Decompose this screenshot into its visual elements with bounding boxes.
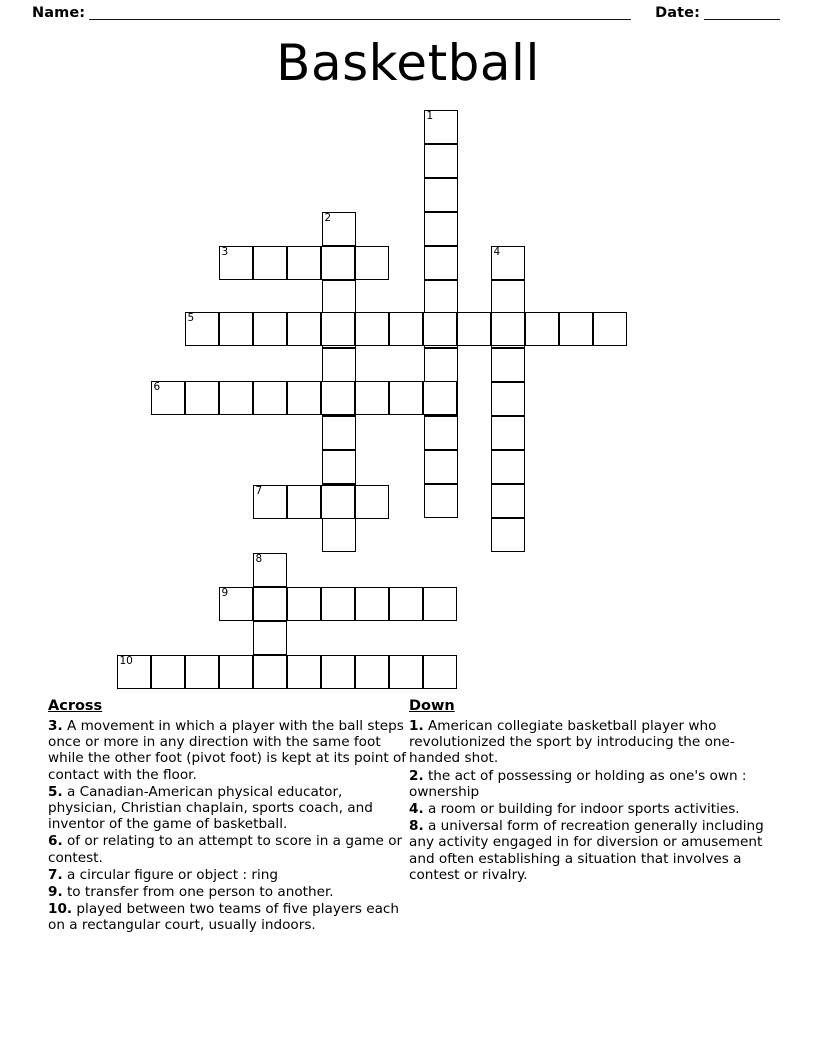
crossword-cell[interactable]: [491, 246, 525, 280]
name-label: Name:: [32, 5, 86, 21]
clue-number: 9.: [48, 884, 63, 901]
crossword-cell[interactable]: [151, 381, 185, 415]
crossword-cell[interactable]: [355, 587, 389, 621]
clue-text: American collegiate basketball player who revolutionized the sport by introducing the one-handed shot.: [409, 718, 735, 767]
crossword-cell[interactable]: [321, 655, 355, 689]
cell-number-10: 10: [119, 655, 133, 667]
crossword-cell[interactable]: [424, 484, 458, 518]
crossword-cell[interactable]: [322, 450, 356, 484]
clue-text: a Canadian-American physical educator, physician, Christian chaplain, sports coach, and inventor of the game of basketball.: [48, 783, 373, 833]
page-title: Basketball: [276, 34, 540, 92]
crossword-cell[interactable]: [424, 246, 458, 280]
crossword-cell[interactable]: [253, 621, 287, 655]
crossword-cell[interactable]: [287, 312, 321, 346]
cell-number-8: 8: [255, 553, 263, 565]
clue-number: 3.: [48, 718, 63, 734]
crossword-cell[interactable]: [389, 381, 423, 415]
crossword-cell[interactable]: [424, 280, 458, 314]
crossword-cell[interactable]: [491, 518, 525, 552]
clue-number: 5.: [48, 783, 63, 800]
crossword-cell[interactable]: [253, 381, 287, 415]
crossword-cell[interactable]: [321, 587, 355, 621]
down-heading: Down: [409, 698, 455, 714]
crossword-cell[interactable]: [322, 416, 356, 450]
crossword-cell[interactable]: [423, 587, 457, 621]
crossword-cell[interactable]: [423, 312, 457, 346]
across-clue-6: [48, 833, 407, 865]
crossword-cell[interactable]: [355, 246, 389, 280]
cell-number-9: 9: [221, 587, 229, 599]
across-clue-3: [48, 718, 407, 783]
crossword-cell[interactable]: [491, 348, 525, 382]
crossword-cell[interactable]: [424, 450, 458, 484]
crossword-cell[interactable]: [322, 518, 356, 552]
crossword-cell[interactable]: [355, 381, 389, 415]
crossword-cell[interactable]: [219, 587, 253, 621]
crossword-cell[interactable]: [491, 484, 525, 518]
crossword-cell[interactable]: [321, 246, 355, 280]
crossword-cell[interactable]: [424, 212, 458, 246]
crossword-cell[interactable]: [185, 381, 219, 415]
clue-number: 4.: [409, 801, 424, 818]
across-clue-5: [48, 784, 407, 833]
crossword-cell[interactable]: [253, 655, 287, 689]
down-clue-8: [409, 818, 768, 883]
clue-text: a room or building for indoor sports activities.: [423, 801, 740, 818]
crossword-cell[interactable]: [253, 246, 287, 280]
crossword-cell[interactable]: [424, 416, 458, 450]
crossword-cell[interactable]: [491, 382, 525, 416]
clue-text: the act of possessing or holding as one's own : ownership: [409, 767, 747, 800]
crossword-cell[interactable]: [559, 312, 593, 346]
crossword-cell[interactable]: [219, 246, 253, 280]
down-clues-column: [409, 698, 768, 884]
cell-number-6: 6: [153, 381, 161, 393]
cell-number-7: 7: [255, 485, 263, 497]
crossword-cell[interactable]: [355, 485, 389, 519]
crossword-cell[interactable]: [253, 587, 287, 621]
crossword-cell[interactable]: [424, 348, 458, 382]
crossword-cell[interactable]: [457, 312, 491, 346]
down-clue-2: [409, 768, 768, 800]
crossword-cell[interactable]: [321, 312, 355, 346]
crossword-cell[interactable]: [185, 312, 219, 346]
crossword-cell[interactable]: [253, 312, 287, 346]
cell-number-4: 4: [493, 246, 501, 258]
crossword-cell[interactable]: [322, 212, 356, 246]
crossword-cell[interactable]: [423, 381, 457, 415]
crossword-cell[interactable]: [389, 587, 423, 621]
crossword-cell[interactable]: [287, 485, 321, 519]
crossword-cell[interactable]: [525, 312, 559, 346]
crossword-cell[interactable]: [423, 655, 457, 689]
crossword-cell[interactable]: [424, 178, 458, 212]
clue-text: a circular figure or object : ring: [62, 866, 278, 883]
clue-number: 8.: [409, 818, 424, 835]
across-heading: Across: [48, 698, 103, 714]
crossword-cell[interactable]: [287, 587, 321, 621]
crossword-cell[interactable]: [253, 485, 287, 519]
crossword-cell[interactable]: [151, 655, 185, 689]
clues-section: [0, 698, 816, 935]
crossword-cell[interactable]: [424, 144, 458, 178]
crossword-cell[interactable]: [219, 381, 253, 415]
crossword-cell[interactable]: [491, 450, 525, 484]
clue-number: 1.: [409, 718, 424, 734]
across-clue-7: [48, 867, 407, 883]
crossword-cell[interactable]: [389, 655, 423, 689]
clue-text: to transfer from one person to another.: [62, 884, 334, 901]
crossword-cell[interactable]: [491, 312, 525, 346]
down-clue-list: [409, 718, 768, 883]
clue-number: 7.: [48, 866, 63, 883]
crossword-cell[interactable]: [424, 110, 458, 144]
crossword-cell[interactable]: [491, 416, 525, 450]
cell-number-5: 5: [187, 312, 195, 324]
date-label: Date:: [655, 5, 700, 21]
cell-number-1: 1: [426, 110, 434, 122]
crossword-cell[interactable]: [322, 280, 356, 314]
crossword-cell[interactable]: [491, 280, 525, 314]
crossword-cell[interactable]: [219, 312, 253, 346]
crossword-cell[interactable]: [321, 485, 355, 519]
clue-text: a universal form of recreation generally including any activity engaged in for diversion or amusement and often establishing a situation that involves a contest or rivalry.: [409, 818, 764, 883]
crossword-cell[interactable]: [185, 655, 219, 689]
clue-number: 10.: [48, 901, 73, 918]
crossword-cell[interactable]: [321, 381, 355, 415]
crossword-cell[interactable]: [322, 348, 356, 382]
cell-number-2: 2: [324, 212, 332, 224]
crossword-cell[interactable]: [389, 312, 423, 346]
clue-number: 2.: [409, 767, 424, 784]
clue-text: of or relating to an attempt to score in a game or contest.: [48, 833, 403, 866]
crossword-cell[interactable]: [593, 312, 627, 346]
across-clues-column: [48, 698, 407, 935]
crossword-cell[interactable]: [355, 312, 389, 346]
crossword-cell[interactable]: [355, 655, 389, 689]
crossword-cell[interactable]: [287, 655, 321, 689]
crossword-cell[interactable]: [117, 655, 151, 689]
crossword-cell[interactable]: [219, 655, 253, 689]
across-clue-list: [48, 718, 407, 934]
across-clue-9: [48, 884, 407, 900]
down-clue-4: [409, 801, 768, 817]
crossword-cell[interactable]: [287, 381, 321, 415]
down-clue-1: [409, 718, 768, 767]
across-clue-10: [48, 901, 407, 933]
clue-text: A movement in which a player with the ball steps once or more in any direction with the same foot while the other foot (pivot foot) is kept at its point of contact with the floor.: [48, 718, 407, 783]
crossword-cell[interactable]: [287, 246, 321, 280]
crossword-cell[interactable]: [253, 553, 287, 587]
clue-number: 6.: [48, 833, 63, 850]
clue-text: played between two teams of five players each on a rectangular court, usually indoors.: [48, 901, 400, 934]
cell-number-3: 3: [221, 246, 229, 258]
